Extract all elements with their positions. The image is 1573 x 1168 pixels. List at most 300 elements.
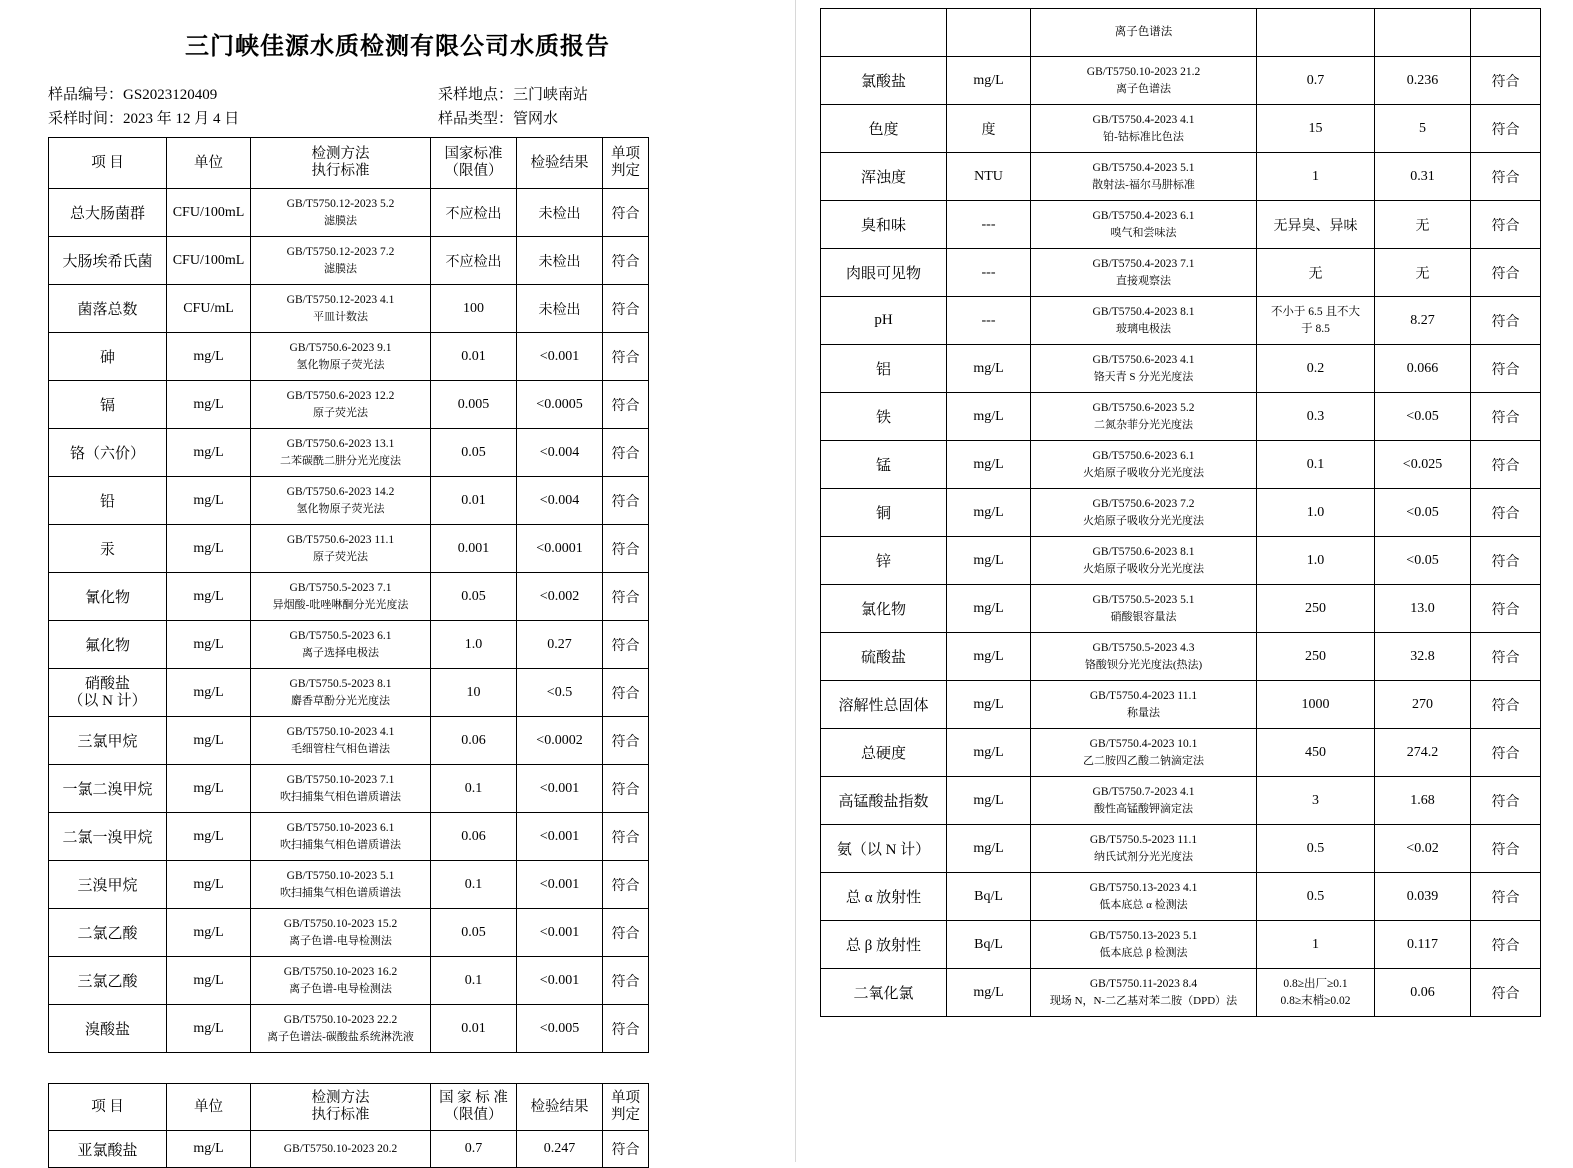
table-row (821, 729, 1541, 777)
cell-unit: mg/L (167, 909, 251, 957)
sample-time-value: 2023 年 12 月 4 日 (123, 111, 240, 127)
cell-standard: 无异臭、异味 (1257, 201, 1375, 249)
cell-result: 未检出 (517, 285, 603, 333)
meta-row-1 (48, 83, 698, 107)
cell-judgement: 符合 (603, 573, 649, 621)
table-row (821, 681, 1541, 729)
cell-item: 臭和味 (821, 201, 947, 249)
header-item: 项 目 (49, 1084, 167, 1131)
table-row (821, 105, 1541, 153)
cell-empty (947, 9, 1031, 57)
cell-method: GB/T5750.4-2023 6.1 嗅气和尝味法 (1031, 201, 1257, 249)
cell-item: 氰化物 (49, 573, 167, 621)
cell-item: 锰 (821, 441, 947, 489)
cell-item: 肉眼可见物 (821, 249, 947, 297)
header-standard: 国 家 标 准 （限值） (431, 1084, 517, 1131)
cell-item: 氨（以 N 计） (821, 825, 947, 873)
cell-result: <0.001 (517, 333, 603, 381)
cell-result: <0.002 (517, 573, 603, 621)
header-method: 检测方法 执行标准 (251, 1084, 431, 1131)
cell-result: 0.247 (517, 1131, 603, 1168)
continued-results-table (820, 8, 1541, 1017)
cell-item: 砷 (49, 333, 167, 381)
table-row (821, 489, 1541, 537)
cell-result: 0.236 (1375, 57, 1471, 105)
cell-unit: mg/L (947, 777, 1031, 825)
cell-item: 镉 (49, 381, 167, 429)
cell-standard: 450 (1257, 729, 1375, 777)
table-row (49, 189, 649, 237)
cell-result: 8.27 (1375, 297, 1471, 345)
cell-method: GB/T5750.13-2023 5.1 低本底总 β 检测法 (1031, 921, 1257, 969)
cell-method: 离子色谱法 (1031, 9, 1257, 57)
sample-time-label: 采样时间： (48, 111, 124, 127)
cell-judgement: 符合 (603, 237, 649, 285)
table-row (821, 393, 1541, 441)
cell-item: 溶解性总固体 (821, 681, 947, 729)
cell-standard: 0.8≥出厂≥0.1 0.8≥末梢≥0.02 (1257, 969, 1375, 1017)
cell-item: 总 β 放射性 (821, 921, 947, 969)
cell-method: GB/T5750.10-2023 5.1 吹扫捕集气相色谱质谱法 (251, 861, 431, 909)
cell-judgement: 符合 (1471, 105, 1541, 153)
cell-standard: 100 (431, 285, 517, 333)
cell-judgement: 符合 (1471, 777, 1541, 825)
cell-standard: 0.3 (1257, 393, 1375, 441)
cell-result: <0.02 (1375, 825, 1471, 873)
cell-unit: mg/L (167, 813, 251, 861)
cell-unit: Bq/L (947, 873, 1031, 921)
cell-standard: 250 (1257, 633, 1375, 681)
cell-unit: mg/L (947, 969, 1031, 1017)
table-row (49, 573, 649, 621)
cell-item: 锌 (821, 537, 947, 585)
cell-method: GB/T5750.4-2023 10.1 乙二胺四乙酸二钠滴定法 (1031, 729, 1257, 777)
header-standard: 国家标准 （限值） (431, 138, 517, 189)
cell-standard: 不应检出 (431, 189, 517, 237)
header-judge: 单项 判定 (603, 138, 649, 189)
cell-item: 大肠埃希氏菌 (49, 237, 167, 285)
cell-method: GB/T5750.10-2023 22.2 离子色谱法-碳酸盐系统淋洗液 (251, 1005, 431, 1053)
cell-unit: mg/L (947, 345, 1031, 393)
cell-result: <0.001 (517, 957, 603, 1005)
cell-unit: CFU/mL (167, 285, 251, 333)
cell-item: 铝 (821, 345, 947, 393)
cell-result: 0.27 (517, 621, 603, 669)
cell-item: 高锰酸盐指数 (821, 777, 947, 825)
cell-method: GB/T5750.6-2023 9.1 氢化物原子荧光法 (251, 333, 431, 381)
cell-standard: 不小于 6.5 且不大 于 8.5 (1257, 297, 1375, 345)
cell-empty (1375, 9, 1471, 57)
cell-result: 32.8 (1375, 633, 1471, 681)
cell-item: 二氧化氯 (821, 969, 947, 1017)
supplementary-results-table (48, 1083, 649, 1168)
cell-standard: 0.1 (431, 861, 517, 909)
cell-item: 总硬度 (821, 729, 947, 777)
cell-method: GB/T5750.6-2023 8.1 火焰原子吸收分光光度法 (1031, 537, 1257, 585)
cell-judgement: 符合 (1471, 969, 1541, 1017)
table-header-row (49, 1084, 649, 1131)
sample-place-value: 三门峡南站 (513, 87, 589, 103)
cell-method: GB/T5750.5-2023 4.3 铬酸钡分光光度法(热法) (1031, 633, 1257, 681)
cell-standard: 0.06 (431, 813, 517, 861)
cell-unit: mg/L (947, 633, 1031, 681)
cell-result: 未检出 (517, 189, 603, 237)
cell-judgement: 符合 (603, 717, 649, 765)
cell-unit: mg/L (947, 393, 1031, 441)
cell-method: GB/T5750.4-2023 8.1 玻璃电极法 (1031, 297, 1257, 345)
cell-method: GB/T5750.10-2023 16.2 离子色谱-电导检测法 (251, 957, 431, 1005)
cell-item: 铅 (49, 477, 167, 525)
cell-method: GB/T5750.4-2023 4.1 铂-钴标准比色法 (1031, 105, 1257, 153)
cell-unit: mg/L (167, 957, 251, 1005)
cell-judgement: 符合 (603, 477, 649, 525)
table-row (49, 861, 649, 909)
table-row (49, 717, 649, 765)
cell-unit: mg/L (167, 573, 251, 621)
header-item: 项 目 (49, 138, 167, 189)
cell-judgement: 符合 (1471, 825, 1541, 873)
cell-result: <0.004 (517, 477, 603, 525)
cell-result: 270 (1375, 681, 1471, 729)
table-row (49, 909, 649, 957)
table-row-partial (821, 9, 1541, 57)
cell-unit: mg/L (167, 477, 251, 525)
cell-result: 13.0 (1375, 585, 1471, 633)
cell-judgement: 符合 (603, 525, 649, 573)
cell-standard: 1.0 (1257, 537, 1375, 585)
cell-judgement: 符合 (1471, 249, 1541, 297)
cell-method: GB/T5750.6-2023 4.1 铬天青 S 分光光度法 (1031, 345, 1257, 393)
cell-unit: --- (947, 249, 1031, 297)
cell-result: 无 (1375, 249, 1471, 297)
header-judge: 单项 判定 (603, 1084, 649, 1131)
cell-method: GB/T5750.5-2023 6.1 离子选择电极法 (251, 621, 431, 669)
cell-result: 0.117 (1375, 921, 1471, 969)
right-column (820, 0, 1560, 1017)
cell-standard: 1.0 (431, 621, 517, 669)
cell-standard: 0.1 (431, 765, 517, 813)
cell-result: <0.001 (517, 765, 603, 813)
sample-place-field (438, 83, 588, 107)
cell-unit: mg/L (167, 717, 251, 765)
cell-standard: 0.7 (1257, 57, 1375, 105)
table-row (49, 765, 649, 813)
cell-method: GB/T5750.13-2023 4.1 低本底总 α 检测法 (1031, 873, 1257, 921)
cell-standard: 0.5 (1257, 825, 1375, 873)
cell-standard: 0.1 (431, 957, 517, 1005)
cell-unit: mg/L (167, 429, 251, 477)
cell-item: 三溴甲烷 (49, 861, 167, 909)
report-meta (0, 83, 698, 131)
cell-method: GB/T5750.10-2023 4.1 毛细管柱气相色谱法 (251, 717, 431, 765)
table-row (49, 429, 649, 477)
cell-result: <0.0001 (517, 525, 603, 573)
table-row (821, 57, 1541, 105)
cell-unit: mg/L (167, 621, 251, 669)
cell-result: <0.001 (517, 909, 603, 957)
cell-standard: 0.1 (1257, 441, 1375, 489)
cell-standard: 不应检出 (431, 237, 517, 285)
table-row (821, 345, 1541, 393)
main-results-table (48, 137, 649, 1053)
cell-method: GB/T5750.12-2023 5.2 滤膜法 (251, 189, 431, 237)
cell-standard: 0.5 (1257, 873, 1375, 921)
table-row (49, 525, 649, 573)
cell-unit: NTU (947, 153, 1031, 201)
table-row (49, 669, 649, 717)
cell-result: <0.5 (517, 669, 603, 717)
cell-method: GB/T5750.4-2023 11.1 称量法 (1031, 681, 1257, 729)
cell-method: GB/T5750.10-2023 6.1 吹扫捕集气相色谱质谱法 (251, 813, 431, 861)
cell-method: GB/T5750.6-2023 6.1 火焰原子吸收分光光度法 (1031, 441, 1257, 489)
cell-result: <0.05 (1375, 393, 1471, 441)
cell-judgement: 符合 (1471, 681, 1541, 729)
cell-standard: 1.0 (1257, 489, 1375, 537)
sample-type-label: 样品类型： (438, 111, 514, 127)
page-title: 三门峡佳源水质检测有限公司水质报告 (185, 34, 610, 60)
cell-method: GB/T5750.12-2023 4.1 平皿计数法 (251, 285, 431, 333)
cell-standard: 0.005 (431, 381, 517, 429)
page-divider (795, 0, 796, 1162)
cell-standard: 0.06 (431, 717, 517, 765)
cell-unit: mg/L (947, 681, 1031, 729)
cell-method: GB/T5750.10-2023 21.2 离子色谱法 (1031, 57, 1257, 105)
table-row (49, 957, 649, 1005)
header-result: 检验结果 (517, 1084, 603, 1131)
cell-judgement: 符合 (603, 861, 649, 909)
cell-item: pH (821, 297, 947, 345)
cell-item: 氟化物 (49, 621, 167, 669)
cell-unit: Bq/L (947, 921, 1031, 969)
cell-unit: mg/L (167, 669, 251, 717)
header-result: 检验结果 (517, 138, 603, 189)
cell-unit: --- (947, 297, 1031, 345)
cell-item: 铜 (821, 489, 947, 537)
table-row (821, 441, 1541, 489)
cell-judgement: 符合 (1471, 393, 1541, 441)
cell-result: 0.066 (1375, 345, 1471, 393)
cell-method: GB/T5750.10-2023 20.2 (251, 1131, 431, 1168)
sample-no-label: 样品编号： (48, 87, 124, 103)
cell-standard: 1 (1257, 921, 1375, 969)
cell-empty (821, 9, 947, 57)
table-row (49, 1005, 649, 1053)
cell-judgement: 符合 (603, 189, 649, 237)
cell-item: 铁 (821, 393, 947, 441)
cell-unit: mg/L (947, 585, 1031, 633)
cell-result: <0.05 (1375, 537, 1471, 585)
cell-unit: --- (947, 201, 1031, 249)
cell-method: GB/T5750.6-2023 12.2 原子荧光法 (251, 381, 431, 429)
cell-standard: 0.01 (431, 477, 517, 525)
cell-method: GB/T5750.6-2023 14.2 氢化物原子荧光法 (251, 477, 431, 525)
cell-result: 0.039 (1375, 873, 1471, 921)
meta-row-2 (48, 107, 698, 131)
cell-method: GB/T5750.11-2023 8.4 现场 N，N-二乙基对苯二胺（DPD）法 (1031, 969, 1257, 1017)
cell-item: 三氯甲烷 (49, 717, 167, 765)
table-row (821, 825, 1541, 873)
cell-method: GB/T5750.12-2023 7.2 滤膜法 (251, 237, 431, 285)
cell-method: GB/T5750.7-2023 4.1 酸性高锰酸钾滴定法 (1031, 777, 1257, 825)
header-unit: 单位 (167, 1084, 251, 1131)
cell-judgement: 符合 (603, 333, 649, 381)
sample-time-field (48, 107, 438, 131)
table-row (49, 285, 649, 333)
sample-type-value: 管网水 (513, 111, 559, 127)
cell-judgement: 符合 (1471, 537, 1541, 585)
cell-item: 硝酸盐 （以 N 计） (49, 669, 167, 717)
sample-no-value: GS2023120409 (123, 87, 218, 103)
cell-judgement: 符合 (603, 909, 649, 957)
sample-type-field (438, 107, 558, 131)
cell-standard: 3 (1257, 777, 1375, 825)
cell-result: <0.004 (517, 429, 603, 477)
cell-judgement: 符合 (1471, 345, 1541, 393)
cell-judgement: 符合 (603, 381, 649, 429)
table-row (49, 381, 649, 429)
table-row (821, 201, 1541, 249)
table-row (821, 777, 1541, 825)
cell-item: 二氯乙酸 (49, 909, 167, 957)
cell-judgement: 符合 (603, 813, 649, 861)
cell-item: 总大肠菌群 (49, 189, 167, 237)
cell-empty (1471, 9, 1541, 57)
table-row (821, 297, 1541, 345)
cell-standard: 10 (431, 669, 517, 717)
cell-judgement: 符合 (1471, 729, 1541, 777)
cell-method: GB/T5750.6-2023 7.2 火焰原子吸收分光光度法 (1031, 489, 1257, 537)
cell-unit: CFU/100mL (167, 237, 251, 285)
cell-item: 浑浊度 (821, 153, 947, 201)
cell-unit: mg/L (947, 57, 1031, 105)
cell-unit: mg/L (167, 381, 251, 429)
table-header-row (49, 138, 649, 189)
cell-unit: mg/L (167, 765, 251, 813)
cell-judgement: 符合 (1471, 489, 1541, 537)
cell-judgement: 符合 (603, 669, 649, 717)
cell-standard: 0.05 (431, 573, 517, 621)
table-row (49, 621, 649, 669)
cell-item: 菌落总数 (49, 285, 167, 333)
table-row (821, 585, 1541, 633)
cell-standard: 0.2 (1257, 345, 1375, 393)
sample-place-label: 采样地点： (438, 87, 514, 103)
cell-standard: 1000 (1257, 681, 1375, 729)
cell-judgement: 符合 (1471, 873, 1541, 921)
cell-result: <0.0005 (517, 381, 603, 429)
cell-unit: mg/L (167, 1131, 251, 1168)
cell-item: 溴酸盐 (49, 1005, 167, 1053)
cell-item: 汞 (49, 525, 167, 573)
cell-judgement: 符合 (603, 429, 649, 477)
table-row (49, 813, 649, 861)
cell-result: <0.05 (1375, 489, 1471, 537)
cell-judgement: 符合 (1471, 921, 1541, 969)
cell-item: 氯酸盐 (821, 57, 947, 105)
table-row (49, 477, 649, 525)
cell-item: 铬（六价） (49, 429, 167, 477)
cell-method: GB/T5750.5-2023 5.1 硝酸银容量法 (1031, 585, 1257, 633)
cell-method: GB/T5750.4-2023 5.1 散射法-福尔马肼标准 (1031, 153, 1257, 201)
cell-unit: mg/L (947, 441, 1031, 489)
cell-result: 无 (1375, 201, 1471, 249)
cell-item: 硫酸盐 (821, 633, 947, 681)
cell-result: <0.005 (517, 1005, 603, 1053)
header-method: 检测方法 执行标准 (251, 138, 431, 189)
cell-result: <0.001 (517, 813, 603, 861)
cell-empty (1257, 9, 1375, 57)
cell-item: 三氯乙酸 (49, 957, 167, 1005)
cell-unit: mg/L (167, 525, 251, 573)
cell-judgement: 符合 (1471, 201, 1541, 249)
sample-no-field (48, 83, 438, 107)
cell-method: GB/T5750.6-2023 5.2 二氮杂菲分光光度法 (1031, 393, 1257, 441)
table-row (821, 633, 1541, 681)
cell-method: GB/T5750.10-2023 7.1 吹扫捕集气相色谱质谱法 (251, 765, 431, 813)
cell-method: GB/T5750.4-2023 7.1 直接观察法 (1031, 249, 1257, 297)
cell-result: 1.68 (1375, 777, 1471, 825)
cell-standard: 1 (1257, 153, 1375, 201)
cell-judgement: 符合 (1471, 297, 1541, 345)
cell-result: <0.001 (517, 861, 603, 909)
cell-judgement: 符合 (603, 1005, 649, 1053)
cell-standard: 250 (1257, 585, 1375, 633)
cell-result: <0.025 (1375, 441, 1471, 489)
cell-judgement: 符合 (1471, 441, 1541, 489)
table-row (821, 537, 1541, 585)
table-row (49, 237, 649, 285)
table-row (821, 873, 1541, 921)
cell-standard: 0.7 (431, 1131, 517, 1168)
cell-judgement: 符合 (603, 285, 649, 333)
cell-judgement: 符合 (603, 621, 649, 669)
cell-unit: mg/L (947, 729, 1031, 777)
cell-standard: 0.001 (431, 525, 517, 573)
cell-unit: CFU/100mL (167, 189, 251, 237)
cell-unit: mg/L (167, 1005, 251, 1053)
cell-unit: 度 (947, 105, 1031, 153)
cell-judgement: 符合 (1471, 585, 1541, 633)
cell-result: 5 (1375, 105, 1471, 153)
cell-unit: mg/L (947, 825, 1031, 873)
cell-item: 一氯二溴甲烷 (49, 765, 167, 813)
cell-standard: 无 (1257, 249, 1375, 297)
cell-result: <0.0002 (517, 717, 603, 765)
cell-judgement: 符合 (603, 765, 649, 813)
cell-method: GB/T5750.5-2023 8.1 麝香草酚分光光度法 (251, 669, 431, 717)
cell-result: 0.31 (1375, 153, 1471, 201)
cell-unit: mg/L (167, 861, 251, 909)
cell-judgement: 符合 (603, 1131, 649, 1168)
header-unit: 单位 (167, 138, 251, 189)
cell-standard: 0.01 (431, 333, 517, 381)
cell-standard: 15 (1257, 105, 1375, 153)
table-row (821, 969, 1541, 1017)
cell-standard: 0.05 (431, 429, 517, 477)
cell-unit: mg/L (947, 537, 1031, 585)
cell-item: 总 α 放射性 (821, 873, 947, 921)
table-row (821, 921, 1541, 969)
cell-item: 亚氯酸盐 (49, 1131, 167, 1168)
cell-result: 0.06 (1375, 969, 1471, 1017)
cell-judgement: 符合 (1471, 57, 1541, 105)
cell-method: GB/T5750.5-2023 11.1 纳氏试剂分光光度法 (1031, 825, 1257, 873)
cell-unit: mg/L (947, 489, 1031, 537)
cell-method: GB/T5750.6-2023 11.1 原子荧光法 (251, 525, 431, 573)
cell-standard: 0.05 (431, 909, 517, 957)
cell-judgement: 符合 (1471, 633, 1541, 681)
table-row (49, 333, 649, 381)
